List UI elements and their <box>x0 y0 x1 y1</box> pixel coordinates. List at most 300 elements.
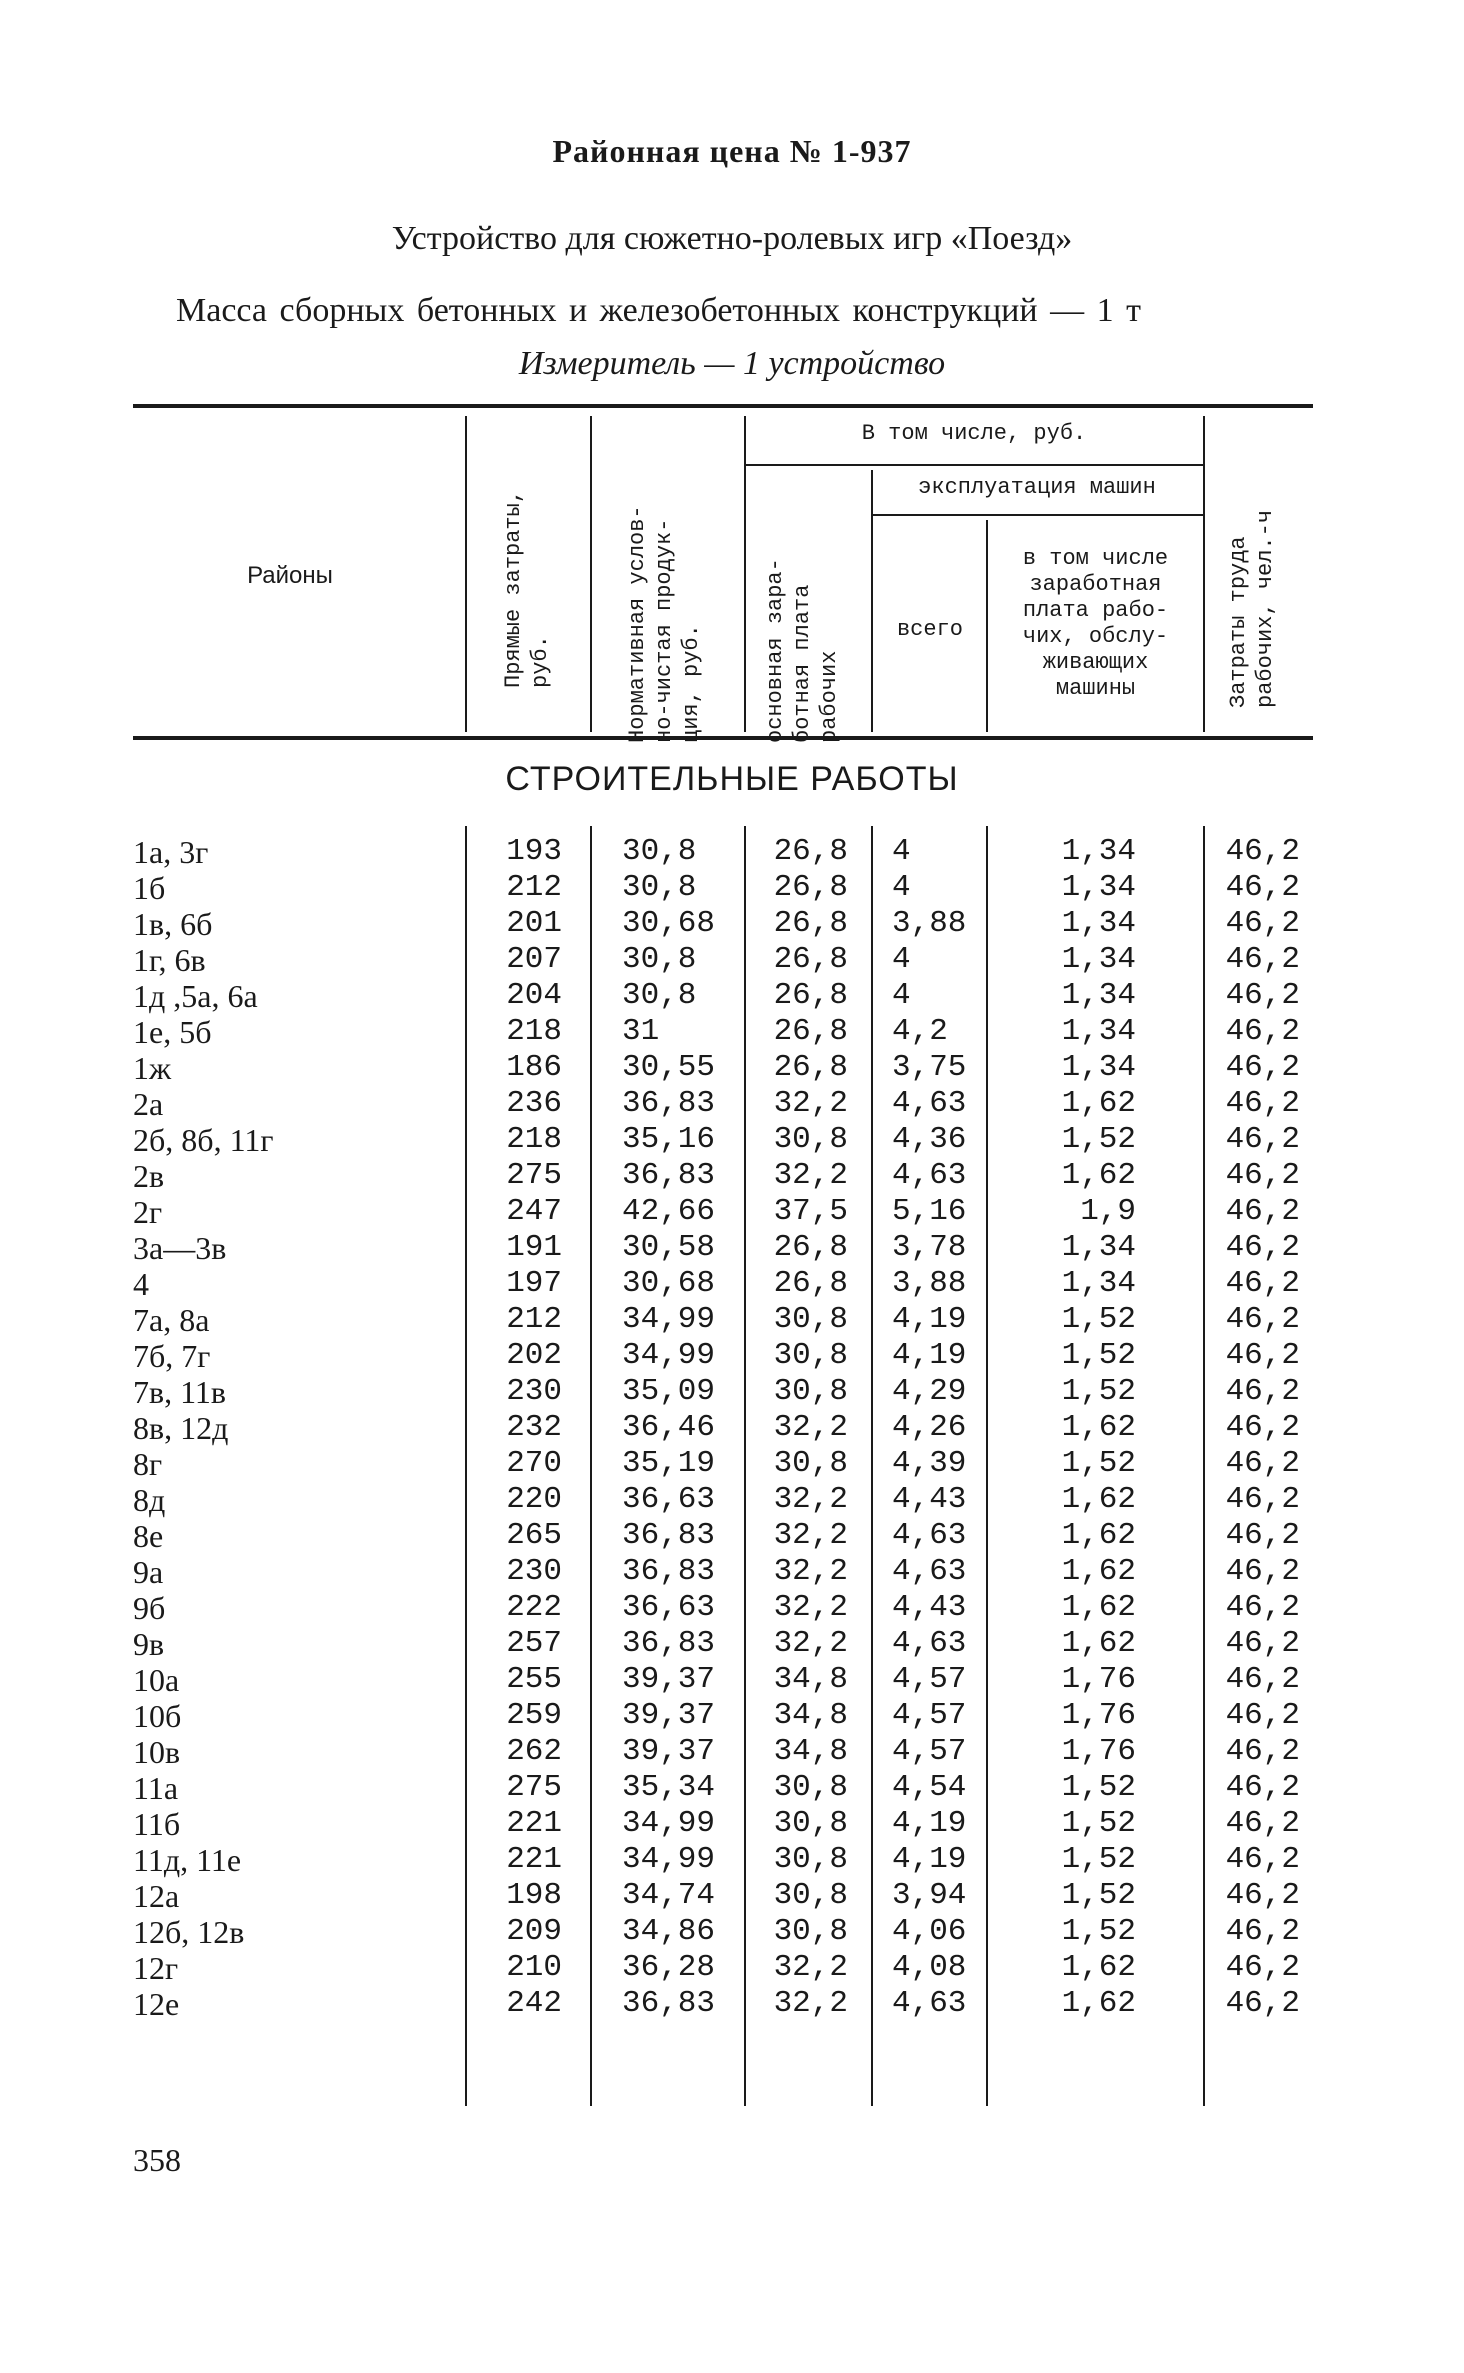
header-line: руб. <box>528 635 553 688</box>
cell-machine-total: 4,19 <box>892 1806 967 1841</box>
table-row <box>0 1878 1464 1914</box>
cell-labor: 46,2 <box>1225 1410 1300 1445</box>
header-line: основная зара- <box>763 558 788 743</box>
cell-district: 2а <box>133 1086 164 1122</box>
cell-direct-costs: 212 <box>506 1302 562 1337</box>
table-row <box>0 1158 1464 1194</box>
cell-base-wage: 34,8 <box>773 1662 848 1697</box>
cell-labor: 46,2 <box>1225 1338 1300 1373</box>
header-line: Затраты труда <box>1226 536 1251 708</box>
cell-machine-total: 5,16 <box>892 1194 967 1229</box>
cell-machine-wage: 1,34 <box>1061 1050 1136 1085</box>
cell-base-wage: 26,8 <box>773 1266 848 1301</box>
cell-normative: 35,19 <box>622 1446 716 1481</box>
header-labor <box>1225 488 1285 708</box>
cell-base-wage: 34,8 <box>773 1698 848 1733</box>
cell-machine-wage: 1,62 <box>1061 1986 1136 2021</box>
cell-machine-wage: 1,52 <box>1061 1374 1136 1409</box>
cell-machine-wage: 1,62 <box>1061 1086 1136 1121</box>
table-row <box>0 1842 1464 1878</box>
cell-labor: 46,2 <box>1225 1446 1300 1481</box>
cell-district: 12е <box>133 1986 180 2022</box>
header-line: рабочих, чел.-ч <box>1253 509 1278 708</box>
cell-labor: 46,2 <box>1225 1554 1300 1589</box>
cell-machine-total: 4,63 <box>892 1086 967 1121</box>
cell-machine-total: 4,43 <box>892 1590 967 1625</box>
table-row <box>0 1122 1464 1158</box>
cell-labor: 46,2 <box>1225 1194 1300 1229</box>
cell-normative: 39,37 <box>622 1662 716 1697</box>
table-row <box>0 1338 1464 1374</box>
cell-base-wage: 30,8 <box>773 1842 848 1877</box>
cell-district: 2г <box>133 1194 163 1230</box>
cell-machine-wage: 1,52 <box>1061 1914 1136 1949</box>
cell-base-wage: 30,8 <box>773 1374 848 1409</box>
cell-direct-costs: 236 <box>506 1086 562 1121</box>
table-row <box>0 1806 1464 1842</box>
cell-machine-wage: 1,52 <box>1061 1878 1136 1913</box>
cell-normative: 34,99 <box>622 1806 716 1841</box>
cell-base-wage: 34,8 <box>773 1734 848 1769</box>
cell-base-wage: 26,8 <box>773 942 848 977</box>
cell-district: 12г <box>133 1950 179 1986</box>
cell-normative: 36,83 <box>622 1626 716 1661</box>
cell-direct-costs: 210 <box>506 1950 562 1985</box>
cell-labor: 46,2 <box>1225 942 1300 977</box>
header-base-wage <box>762 503 848 743</box>
unit-line: Измеритель — 1 устройство <box>518 345 946 382</box>
header-line: ботная плата <box>790 584 815 743</box>
header-line: ция, руб. <box>679 624 704 743</box>
cell-direct-costs: 209 <box>506 1914 562 1949</box>
cell-machine-total: 4 <box>892 942 911 977</box>
cell-machine-wage: 1,76 <box>1061 1734 1136 1769</box>
cell-district: 8г <box>133 1446 163 1482</box>
cell-machine-total: 3,78 <box>892 1230 967 1265</box>
cell-normative: 30,8 <box>622 978 697 1013</box>
header-line: рабочих <box>817 650 842 743</box>
cell-district: 2б, 8б, 11г <box>133 1122 274 1158</box>
table-row <box>0 1698 1464 1734</box>
cell-district: 8в, 12д <box>133 1410 229 1446</box>
cell-machine-wage: 1,34 <box>1061 870 1136 905</box>
table-row <box>0 1410 1464 1446</box>
cell-base-wage: 30,8 <box>773 1122 848 1157</box>
cell-base-wage: 26,8 <box>773 1230 848 1265</box>
cell-labor: 46,2 <box>1225 1878 1300 1913</box>
table-row <box>0 1590 1464 1626</box>
header-divider <box>590 416 592 732</box>
header-machine-total: всего <box>896 617 963 642</box>
cell-labor: 46,2 <box>1225 1086 1300 1121</box>
cell-direct-costs: 232 <box>506 1410 562 1445</box>
cell-normative: 39,37 <box>622 1734 716 1769</box>
cell-machine-wage: 1,34 <box>1061 1266 1136 1301</box>
header-line: заработная <box>1029 572 1162 597</box>
cell-direct-costs: 247 <box>506 1194 562 1229</box>
cell-normative: 36,63 <box>622 1482 716 1517</box>
cell-direct-costs: 221 <box>506 1842 562 1877</box>
cell-labor: 46,2 <box>1225 834 1300 869</box>
cell-machine-wage: 1,62 <box>1061 1158 1136 1193</box>
section-title: СТРОИТЕЛЬНЫЕ РАБОТЫ <box>505 760 959 798</box>
cell-machine-wage: 1,52 <box>1061 1446 1136 1481</box>
cell-machine-total: 3,88 <box>892 1266 967 1301</box>
price-table-body <box>0 834 1464 2022</box>
cell-base-wage: 26,8 <box>773 870 848 905</box>
cell-base-wage: 30,8 <box>773 1302 848 1337</box>
cell-direct-costs: 270 <box>506 1446 562 1481</box>
table-row <box>0 1446 1464 1482</box>
cell-district: 9в <box>133 1626 165 1662</box>
cell-normative: 36,83 <box>622 1554 716 1589</box>
cell-machine-total: 3,75 <box>892 1050 967 1085</box>
cell-normative: 30,8 <box>622 834 697 869</box>
table-row <box>0 906 1464 942</box>
cell-labor: 46,2 <box>1225 1950 1300 1985</box>
header-districts: Районы <box>247 562 333 589</box>
cell-district: 1д ,5а, 6а <box>133 978 258 1014</box>
cell-direct-costs: 275 <box>506 1770 562 1805</box>
cell-district: 4 <box>133 1266 149 1302</box>
cell-district: 2в <box>133 1158 165 1194</box>
cell-base-wage: 26,8 <box>773 1014 848 1049</box>
cell-district: 8е <box>133 1518 164 1554</box>
header-line: в том числе <box>1022 546 1169 571</box>
cell-district: 1в, 6б <box>133 906 213 942</box>
table-row <box>0 1266 1464 1302</box>
cell-machine-total: 4,43 <box>892 1482 967 1517</box>
cell-normative: 30,8 <box>622 942 697 977</box>
cell-direct-costs: 230 <box>506 1554 562 1589</box>
cell-district: 7а, 8а <box>133 1302 210 1338</box>
cell-base-wage: 30,8 <box>773 1806 848 1841</box>
page-number: 358 <box>133 2142 181 2178</box>
cell-machine-wage: 1,34 <box>1061 942 1136 977</box>
table-row <box>0 942 1464 978</box>
cell-machine-wage: 1,62 <box>1061 1554 1136 1589</box>
cell-direct-costs: 230 <box>506 1374 562 1409</box>
cell-labor: 46,2 <box>1225 906 1300 941</box>
cell-base-wage: 32,2 <box>773 1158 848 1193</box>
cell-base-wage: 30,8 <box>773 1770 848 1805</box>
cell-labor: 46,2 <box>1225 1014 1300 1049</box>
cell-machine-wage: 1,34 <box>1061 978 1136 1013</box>
cell-normative: 35,16 <box>622 1122 716 1157</box>
table-row <box>0 978 1464 1014</box>
header-divider <box>744 464 1204 466</box>
table-row <box>0 1374 1464 1410</box>
cell-machine-wage: 1,62 <box>1061 1482 1136 1517</box>
cell-district: 3а—3в <box>133 1230 227 1266</box>
cell-labor: 46,2 <box>1225 1662 1300 1697</box>
cell-machine-wage: 1,76 <box>1061 1662 1136 1697</box>
header-line: но-чистая продук- <box>652 518 677 743</box>
cell-labor: 46,2 <box>1225 1914 1300 1949</box>
cell-machine-wage: 1,62 <box>1061 1950 1136 1985</box>
table-row <box>0 1554 1464 1590</box>
cell-district: 1г, 6в <box>133 942 206 978</box>
cell-direct-costs: 242 <box>506 1986 562 2021</box>
cell-machine-total: 4,2 <box>892 1014 948 1049</box>
cell-base-wage: 37,5 <box>773 1194 848 1229</box>
cell-labor: 46,2 <box>1225 870 1300 905</box>
table-row <box>0 1914 1464 1950</box>
cell-machine-total: 4,06 <box>892 1914 967 1949</box>
cell-machine-wage: 1,52 <box>1061 1806 1136 1841</box>
cell-normative: 36,83 <box>622 1986 716 2021</box>
cell-labor: 46,2 <box>1225 978 1300 1013</box>
cell-machine-wage: 1,52 <box>1061 1770 1136 1805</box>
cell-machine-wage: 1,34 <box>1061 1230 1136 1265</box>
header-machine-wage <box>988 546 1203 702</box>
header-line: живающих <box>1042 650 1149 675</box>
cell-machine-wage: 1,52 <box>1061 1122 1136 1157</box>
cell-labor: 46,2 <box>1225 1770 1300 1805</box>
cell-normative: 30,8 <box>622 870 697 905</box>
cell-machine-total: 4,63 <box>892 1554 967 1589</box>
cell-labor: 46,2 <box>1225 1518 1300 1553</box>
cell-direct-costs: 259 <box>506 1698 562 1733</box>
cell-labor: 46,2 <box>1225 1842 1300 1877</box>
cell-normative: 30,55 <box>622 1050 716 1085</box>
cell-machine-total: 4,36 <box>892 1122 967 1157</box>
cell-machine-total: 4,29 <box>892 1374 967 1409</box>
cell-machine-total: 3,88 <box>892 906 967 941</box>
cell-district: 1е, 5б <box>133 1014 212 1050</box>
cell-normative: 36,28 <box>622 1950 716 1985</box>
cell-direct-costs: 221 <box>506 1806 562 1841</box>
header-machine-operation: эксплуатация машин <box>918 475 1156 500</box>
cell-normative: 30,68 <box>622 1266 716 1301</box>
cell-normative: 34,99 <box>622 1842 716 1877</box>
cell-direct-costs: 191 <box>506 1230 562 1265</box>
cell-labor: 46,2 <box>1225 1302 1300 1337</box>
cell-base-wage: 30,8 <box>773 1446 848 1481</box>
cell-machine-total: 4,57 <box>892 1662 967 1697</box>
table-header-rule <box>133 736 1313 740</box>
header-including: В том числе, руб. <box>861 421 1087 446</box>
document-subtitle: Устройство для сюжетно-ролевых игр «Поезд» <box>391 220 1073 257</box>
cell-base-wage: 32,2 <box>773 1590 848 1625</box>
cell-normative: 30,68 <box>622 906 716 941</box>
cell-machine-wage: 1,62 <box>1061 1590 1136 1625</box>
mass-line: Масса сборных бетонных и железобетонных конструкций — 1 т <box>176 292 1141 329</box>
cell-direct-costs: 207 <box>506 942 562 977</box>
cell-machine-wage: 1,9 <box>1080 1194 1136 1229</box>
cell-base-wage: 32,2 <box>773 1554 848 1589</box>
cell-normative: 30,58 <box>622 1230 716 1265</box>
cell-machine-total: 4,19 <box>892 1842 967 1877</box>
cell-machine-total: 4,57 <box>892 1698 967 1733</box>
cell-district: 10в <box>133 1734 181 1770</box>
document-title: Районная цена № 1-937 <box>552 133 912 169</box>
cell-district: 11а <box>133 1770 179 1806</box>
cell-machine-total: 4,19 <box>892 1338 967 1373</box>
table-row <box>0 870 1464 906</box>
cell-base-wage: 26,8 <box>773 978 848 1013</box>
cell-district: 12б, 12в <box>133 1914 245 1950</box>
cell-machine-wage: 1,52 <box>1061 1338 1136 1373</box>
cell-machine-wage: 1,62 <box>1061 1518 1136 1553</box>
table-row <box>0 1302 1464 1338</box>
cell-machine-total: 4 <box>892 870 911 905</box>
cell-district: 10б <box>133 1698 182 1734</box>
header-line: машины <box>1055 676 1136 701</box>
cell-district: 8д <box>133 1482 166 1518</box>
cell-normative: 35,09 <box>622 1374 716 1409</box>
cell-machine-wage: 1,62 <box>1061 1626 1136 1661</box>
cell-machine-total: 4,08 <box>892 1950 967 1985</box>
table-row <box>0 1626 1464 1662</box>
cell-base-wage: 32,2 <box>773 1410 848 1445</box>
cell-machine-total: 4,63 <box>892 1158 967 1193</box>
cell-base-wage: 30,8 <box>773 1338 848 1373</box>
cell-direct-costs: 275 <box>506 1158 562 1193</box>
header-line: Прямые затраты, <box>501 489 526 688</box>
cell-direct-costs: 222 <box>506 1590 562 1625</box>
cell-direct-costs: 262 <box>506 1734 562 1769</box>
header-line: Нормативная услов- <box>625 505 650 743</box>
cell-district: 1б <box>133 870 166 906</box>
cell-normative: 31 <box>622 1014 660 1049</box>
cell-base-wage: 26,8 <box>773 906 848 941</box>
cell-direct-costs: 186 <box>506 1050 562 1085</box>
cell-machine-total: 4,39 <box>892 1446 967 1481</box>
cell-labor: 46,2 <box>1225 1374 1300 1409</box>
cell-base-wage: 32,2 <box>773 1518 848 1553</box>
cell-machine-wage: 1,62 <box>1061 1410 1136 1445</box>
table-row <box>0 834 1464 870</box>
table-row <box>0 1950 1464 1986</box>
cell-base-wage: 32,2 <box>773 1482 848 1517</box>
cell-machine-total: 4 <box>892 834 911 869</box>
cell-labor: 46,2 <box>1225 1050 1300 1085</box>
cell-base-wage: 26,8 <box>773 1050 848 1085</box>
table-row <box>0 1986 1464 2022</box>
header-direct-costs <box>500 489 560 688</box>
table-row <box>0 1086 1464 1122</box>
cell-district: 1а, 3г <box>133 834 209 870</box>
cell-district: 10а <box>133 1662 180 1698</box>
cell-direct-costs: 265 <box>506 1518 562 1553</box>
cell-labor: 46,2 <box>1225 1734 1300 1769</box>
cell-base-wage: 30,8 <box>773 1914 848 1949</box>
cell-normative: 34,74 <box>622 1878 716 1913</box>
table-row <box>0 1230 1464 1266</box>
cell-direct-costs: 218 <box>506 1014 562 1049</box>
cell-normative: 36,46 <box>622 1410 716 1445</box>
cell-normative: 34,99 <box>622 1302 716 1337</box>
header-divider <box>871 514 1203 516</box>
cell-direct-costs: 220 <box>506 1482 562 1517</box>
cell-normative: 36,63 <box>622 1590 716 1625</box>
cell-direct-costs: 212 <box>506 870 562 905</box>
cell-labor: 46,2 <box>1225 1482 1300 1517</box>
cell-district: 9б <box>133 1590 166 1626</box>
cell-direct-costs: 204 <box>506 978 562 1013</box>
table-row <box>0 1050 1464 1086</box>
cell-labor: 46,2 <box>1225 1626 1300 1661</box>
table-row <box>0 1662 1464 1698</box>
table-row <box>0 1770 1464 1806</box>
cell-base-wage: 32,2 <box>773 1950 848 1985</box>
cell-machine-wage: 1,52 <box>1061 1842 1136 1877</box>
header-line: плата рабо- <box>1022 598 1169 623</box>
cell-machine-total: 4,26 <box>892 1410 967 1445</box>
cell-district: 1ж <box>133 1050 172 1086</box>
cell-labor: 46,2 <box>1225 1590 1300 1625</box>
cell-machine-total: 4,63 <box>892 1518 967 1553</box>
cell-direct-costs: 202 <box>506 1338 562 1373</box>
cell-district: 12а <box>133 1878 180 1914</box>
table-row <box>0 1482 1464 1518</box>
cell-labor: 46,2 <box>1225 1698 1300 1733</box>
cell-direct-costs: 201 <box>506 906 562 941</box>
cell-district: 11д, 11е <box>133 1842 242 1878</box>
cell-normative: 36,83 <box>622 1158 716 1193</box>
cell-direct-costs: 198 <box>506 1878 562 1913</box>
cell-district: 7в, 11в <box>133 1374 227 1410</box>
cell-district: 11б <box>133 1806 181 1842</box>
header-divider <box>465 416 467 732</box>
cell-base-wage: 32,2 <box>773 1086 848 1121</box>
cell-machine-wage: 1,34 <box>1061 834 1136 869</box>
table-row <box>0 1518 1464 1554</box>
cell-district: 7б, 7г <box>133 1338 211 1374</box>
cell-machine-wage: 1,34 <box>1061 1014 1136 1049</box>
table-row <box>0 1734 1464 1770</box>
cell-machine-total: 4 <box>892 978 911 1013</box>
cell-machine-total: 4,54 <box>892 1770 967 1805</box>
cell-labor: 46,2 <box>1225 1986 1300 2021</box>
cell-direct-costs: 257 <box>506 1626 562 1661</box>
header-divider <box>871 470 873 732</box>
cell-base-wage: 32,2 <box>773 1626 848 1661</box>
cell-machine-wage: 1,34 <box>1061 906 1136 941</box>
table-row <box>0 1014 1464 1050</box>
cell-normative: 39,37 <box>622 1698 716 1733</box>
cell-normative: 36,83 <box>622 1518 716 1553</box>
cell-direct-costs: 193 <box>506 834 562 869</box>
cell-machine-total: 4,19 <box>892 1302 967 1337</box>
cell-machine-total: 4,63 <box>892 1626 967 1661</box>
cell-normative: 34,99 <box>622 1338 716 1373</box>
cell-labor: 46,2 <box>1225 1230 1300 1265</box>
cell-machine-total: 4,63 <box>892 1986 967 2021</box>
header-normative <box>624 443 710 743</box>
cell-labor: 46,2 <box>1225 1122 1300 1157</box>
cell-normative: 34,86 <box>622 1914 716 1949</box>
cell-direct-costs: 255 <box>506 1662 562 1697</box>
cell-base-wage: 26,8 <box>773 834 848 869</box>
table-top-rule <box>133 404 1313 408</box>
cell-machine-total: 3,94 <box>892 1878 967 1913</box>
cell-labor: 46,2 <box>1225 1158 1300 1193</box>
cell-machine-wage: 1,76 <box>1061 1698 1136 1733</box>
cell-base-wage: 30,8 <box>773 1878 848 1913</box>
cell-machine-total: 4,57 <box>892 1734 967 1769</box>
cell-base-wage: 32,2 <box>773 1986 848 2021</box>
cell-normative: 42,66 <box>622 1194 716 1229</box>
cell-labor: 46,2 <box>1225 1806 1300 1841</box>
cell-normative: 35,34 <box>622 1770 716 1805</box>
cell-normative: 36,83 <box>622 1086 716 1121</box>
cell-district: 9а <box>133 1554 164 1590</box>
cell-machine-wage: 1,52 <box>1061 1302 1136 1337</box>
header-line: чих, обслу- <box>1022 624 1169 649</box>
cell-direct-costs: 218 <box>506 1122 562 1157</box>
